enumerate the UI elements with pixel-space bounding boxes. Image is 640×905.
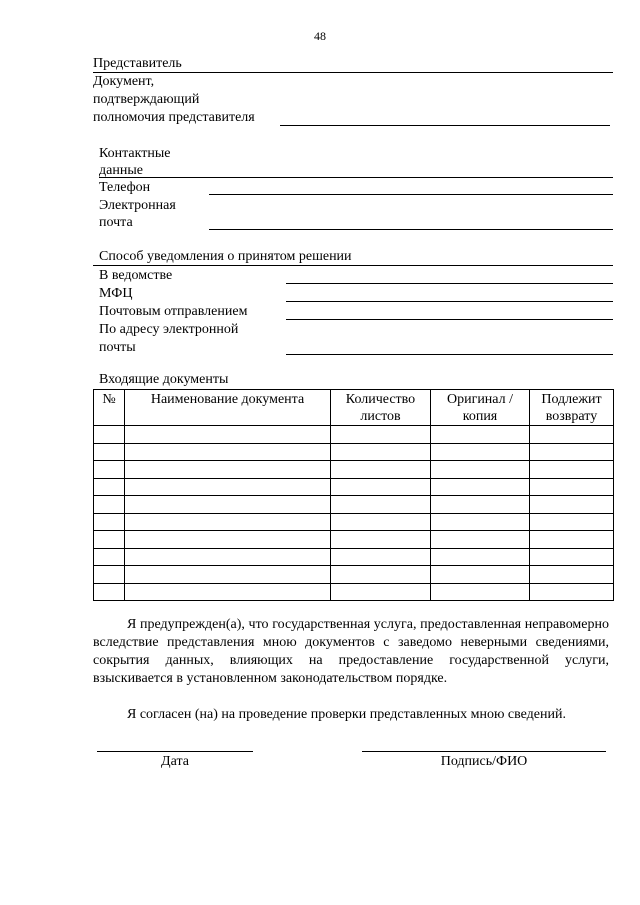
representative-doc-label-1: Документ, — [93, 74, 155, 89]
page-number: 48 — [314, 29, 326, 43]
table-cell[interactable] — [530, 531, 614, 549]
table-cell[interactable] — [431, 478, 530, 496]
table-cell[interactable] — [331, 548, 431, 566]
table-cell[interactable] — [431, 583, 530, 601]
table-cell[interactable] — [431, 566, 530, 584]
email-label-2: почта — [99, 215, 133, 230]
table-cell[interactable] — [530, 513, 614, 531]
table-cell[interactable] — [431, 513, 530, 531]
table-cell[interactable] — [331, 583, 431, 601]
table-row — [94, 513, 614, 531]
table-row — [94, 496, 614, 514]
table-row — [94, 461, 614, 479]
representative-line — [93, 72, 613, 73]
table-cell[interactable] — [94, 461, 125, 479]
table-cell[interactable] — [94, 426, 125, 444]
notification-email-label-2: почты — [99, 340, 136, 355]
table-row — [94, 443, 614, 461]
table-cell[interactable] — [94, 566, 125, 584]
column-header-doc-name: Наименование документа — [125, 390, 331, 426]
table-cell[interactable] — [530, 548, 614, 566]
notification-post-field[interactable] — [286, 319, 613, 320]
contacts-label-2: данные — [99, 163, 143, 178]
table-cell[interactable] — [94, 583, 125, 601]
table-cell[interactable] — [125, 443, 331, 461]
column-header-return: Подлежит возврату — [530, 390, 614, 426]
notification-email-field[interactable] — [286, 354, 613, 355]
documents-table — [93, 389, 614, 601]
table-cell[interactable] — [431, 496, 530, 514]
notification-line — [93, 265, 613, 266]
notification-post-label: Почтовым отправлением — [99, 304, 248, 319]
table-cell[interactable] — [94, 496, 125, 514]
table-cell[interactable] — [530, 496, 614, 514]
table-row — [94, 583, 614, 601]
documents-heading: Входящие документы — [99, 372, 229, 387]
warning-paragraph: Я предупрежден(а), что государственная услуга, предоставленная неправомерно вследствие представления мною документов с заведомо неверными сведениями, сокрытия данных, влияющих на предоставление государственной услуги, взыскивается в установленном законодательством порядке. — [93, 617, 609, 686]
table-row — [94, 478, 614, 496]
notification-heading: Способ уведомления о принятом решении — [99, 249, 352, 264]
table-cell[interactable] — [530, 461, 614, 479]
contacts-line[interactable] — [99, 177, 613, 178]
table-cell[interactable] — [94, 443, 125, 461]
table-cell[interactable] — [125, 496, 331, 514]
table-cell[interactable] — [530, 426, 614, 444]
table-cell[interactable] — [125, 566, 331, 584]
table-cell[interactable] — [94, 548, 125, 566]
consent-paragraph: Я согласен (на) на проведение проверки представленных мною сведений. — [127, 707, 566, 722]
table-row — [94, 426, 614, 444]
table-cell[interactable] — [94, 478, 125, 496]
table-cell[interactable] — [125, 426, 331, 444]
representative-heading: Представитель — [93, 56, 182, 71]
table-cell[interactable] — [331, 496, 431, 514]
date-label: Дата — [161, 754, 189, 769]
table-cell[interactable] — [530, 566, 614, 584]
table-cell[interactable] — [125, 583, 331, 601]
table-cell[interactable] — [331, 426, 431, 444]
table-cell[interactable] — [431, 443, 530, 461]
table-cell[interactable] — [125, 461, 331, 479]
table-cell[interactable] — [331, 443, 431, 461]
table-cell[interactable] — [125, 513, 331, 531]
table-cell[interactable] — [431, 531, 530, 549]
table-cell[interactable] — [331, 513, 431, 531]
notification-email-label-1: По адресу электронной — [99, 322, 239, 337]
table-cell[interactable] — [125, 478, 331, 496]
table-cell[interactable] — [331, 478, 431, 496]
column-header-sheet-count: Количество листов — [331, 390, 431, 426]
table-cell[interactable] — [530, 443, 614, 461]
table-cell[interactable] — [331, 566, 431, 584]
notification-agency-label: В ведомстве — [99, 268, 173, 283]
table-cell[interactable] — [331, 531, 431, 549]
notification-mfc-field[interactable] — [286, 301, 613, 302]
column-header-number: № — [94, 390, 125, 426]
representative-doc-field[interactable] — [280, 125, 610, 126]
representative-doc-label-3: полномочия представителя — [93, 110, 255, 125]
table-cell[interactable] — [125, 548, 331, 566]
column-header-original-copy: Оригинал /копия — [431, 390, 530, 426]
table-cell[interactable] — [431, 548, 530, 566]
phone-label: Телефон — [99, 180, 151, 195]
table-cell[interactable] — [125, 531, 331, 549]
date-field[interactable] — [97, 751, 253, 752]
documents-header-row — [94, 390, 614, 426]
signature-label: Подпись/ФИО — [440, 754, 528, 769]
representative-doc-label-2: подтверждающий — [93, 92, 200, 107]
notification-agency-field[interactable] — [286, 283, 613, 284]
table-cell[interactable] — [94, 531, 125, 549]
table-cell[interactable] — [431, 426, 530, 444]
table-cell[interactable] — [331, 461, 431, 479]
table-cell[interactable] — [530, 583, 614, 601]
table-cell[interactable] — [94, 513, 125, 531]
table-row — [94, 548, 614, 566]
signature-field[interactable] — [362, 751, 606, 752]
table-cell[interactable] — [530, 478, 614, 496]
table-row — [94, 566, 614, 584]
table-row — [94, 531, 614, 549]
contacts-label-1: Контактные — [99, 146, 171, 161]
notification-mfc-label: МФЦ — [99, 286, 133, 301]
table-cell[interactable] — [431, 461, 530, 479]
email-field[interactable] — [209, 229, 613, 230]
phone-field[interactable] — [209, 194, 613, 195]
email-label-1: Электронная — [99, 198, 176, 213]
